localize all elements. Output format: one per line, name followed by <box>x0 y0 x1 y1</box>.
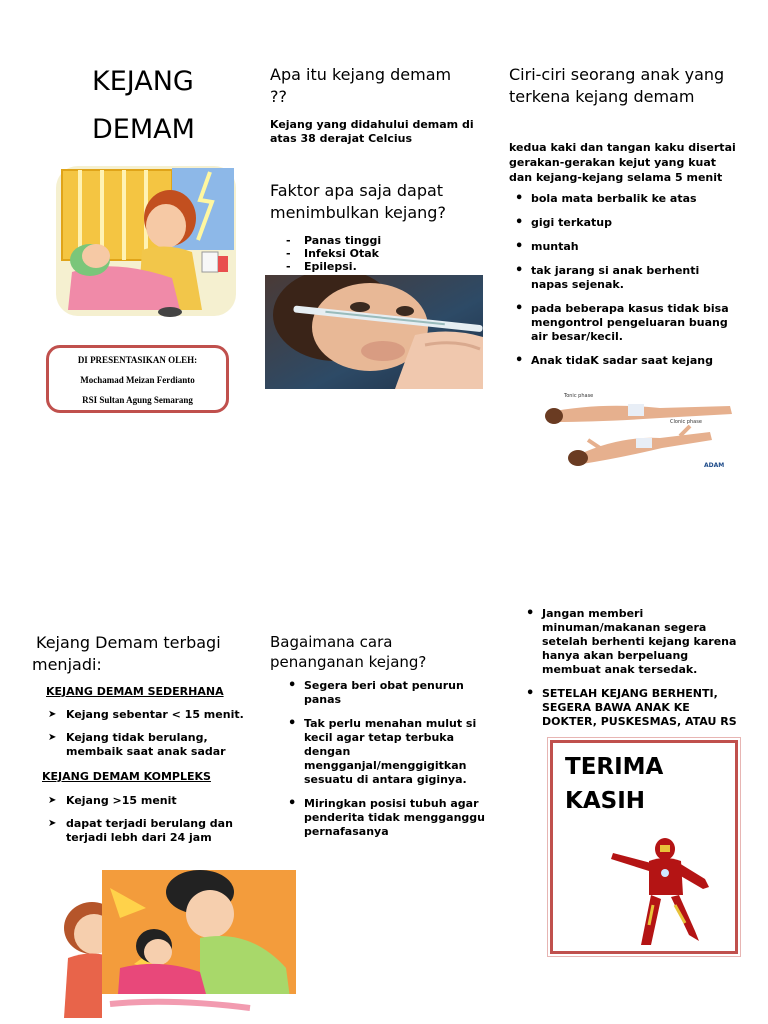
adam-logo: ADAM <box>704 462 725 469</box>
mother-child-illustration <box>50 868 298 1024</box>
title-kejang: KEJANG <box>92 66 194 97</box>
presenter-label: DI PRESENTASIKAN OLEH: <box>77 355 198 365</box>
tonic-phase-label: Tonic phase <box>564 393 594 399</box>
presenter-institution: RSI Sultan Agung Semarang <box>82 395 193 405</box>
heading-kejang-terbagi: Kejang Demam terbagi menjadi: <box>32 633 221 674</box>
list-item: • pada beberapa kasus tidak bisa mengontrol pengeluaran buang air besar/kecil. <box>509 302 739 344</box>
title-demam: DEMAM <box>92 114 195 145</box>
list-item: • Anak tidaK sadar saat kejang <box>509 354 739 368</box>
clonic-phase-label: Clonic phase <box>670 419 702 425</box>
list-item: • muntah <box>509 240 739 254</box>
factor-list <box>270 234 470 273</box>
list-item: • bola mata berbalik ke atas <box>509 192 739 206</box>
presenter-name: Mochamad Meizan Ferdianto <box>80 375 195 385</box>
seizure-phase-illustration <box>540 392 740 470</box>
list-item: • Segera beri obat penurun panas <box>282 679 487 707</box>
thank-you-box <box>550 740 738 954</box>
heading-penanganan: Bagaimana cara penanganan kejang? <box>270 633 427 671</box>
list-item: • Jangan memberi minuman/makanan segera setelah berhenti kejang karena hanya akan berpeluang membuat anak tersedak. <box>520 607 742 677</box>
factor-item: - Panas tinggi <box>270 234 470 247</box>
definition-text: Kejang yang didahului demam di atas 38 derajat Celcius <box>270 118 474 145</box>
list-item: • gigi terkatup <box>509 216 739 230</box>
factor-item: - Epilepsi. <box>270 260 470 273</box>
list-item: ➤ Kejang sebentar < 15 menit. <box>44 708 254 722</box>
kompleks-list <box>44 794 254 854</box>
subheading-kompleks: KEJANG DEMAM KOMPLEKS <box>42 770 211 783</box>
penanganan-list <box>282 679 487 849</box>
list-item: ➤ dapat terjadi berulang dan terjadi lebh dari 24 jam <box>44 817 254 845</box>
list-item: • tak jarang si anak berhenti napas sejenak. <box>509 264 739 292</box>
factor-item: - Infeksi Otak <box>270 247 470 260</box>
ciri-intro: kedua kaki dan tangan kaku disertai gerakan-gerakan kejut yang kuat dan kejang-kejang selama 5 menit <box>509 141 736 184</box>
ciri-list <box>509 192 739 378</box>
tips-list <box>520 607 742 739</box>
subheading-sederhana: KEJANG DEMAM SEDERHANA <box>46 685 224 698</box>
list-item: ➤ Kejang >15 menit <box>44 794 254 808</box>
thermometer-photo <box>265 275 483 389</box>
heading-faktor: Faktor apa saja dapat menimbulkan kejang? <box>270 181 446 222</box>
heading-ciri-ciri: Ciri-ciri seorang anak yang terkena kejang demam <box>509 65 725 106</box>
sederhana-list <box>44 708 254 768</box>
list-item: ➤ Kejang tidak berulang, membaik saat anak sadar <box>44 731 254 759</box>
list-item: • SETELAH KEJANG BERHENTI, SEGERA BAWA ANAK KE DOKTER, PUSKESMAS, ATAU RS <box>520 687 742 729</box>
list-item: • Miringkan posisi tubuh agar penderita tidak mengganggu pernafasanya <box>282 797 487 839</box>
sick-child-illustration <box>52 160 240 328</box>
thank-you-line1: TERIMA <box>565 754 664 780</box>
heading-apa-itu: Apa itu kejang demam ?? <box>270 65 452 106</box>
iron-man-figure <box>609 835 719 947</box>
list-item: • Tak perlu menahan mulut si kecil agar tetap terbuka dengan mengganjal/menggigitkan sesuatu di antara giginya. <box>282 717 487 787</box>
thank-you-line2: KASIH <box>565 788 645 814</box>
presenter-box <box>46 345 229 413</box>
